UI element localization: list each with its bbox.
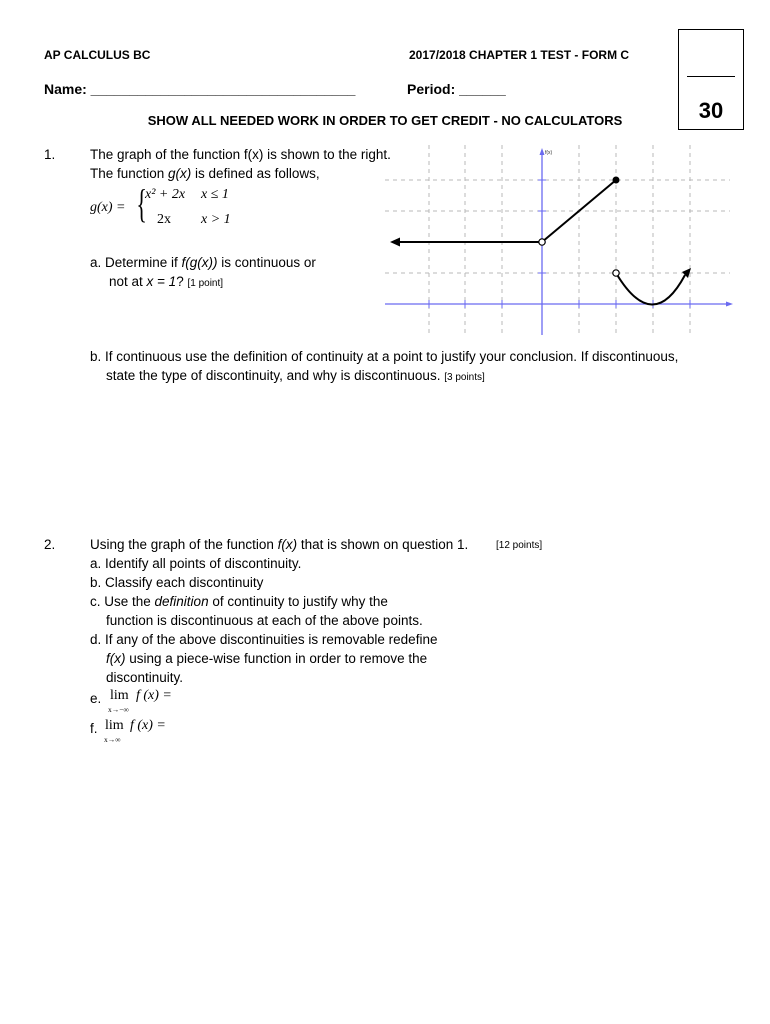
q2-intro: Using the graph of the function f(x) that is shown on question 1. [90,537,469,552]
graph-gridlines [385,145,730,335]
piecewise-case2-expr: 2x [157,212,171,227]
q2-part-e-sub: x→−∞ [108,705,129,714]
q2-part-e-expr: f (x) = [136,688,172,703]
name-field[interactable]: Name: __________________________________ [44,81,356,97]
piecewise-case1-cond: x ≤ 1 [201,187,229,202]
q2-parts: a. Identify all points of discontinuity. b. Classify each discontinuity c. Use the definition of continuity to justify why the function is discontinuous at each of the above points. d. If any of the above discontinuities is removable redefine f(x) using a piece-wise function in order to remove the discontinuity. [90,556,438,685]
q1-intro [90,145,391,183]
q2-part-f-label: f. [90,721,98,736]
q2-part-c-cont: function is discontinuous at each of the above points. [106,613,423,628]
instructions: SHOW ALL NEEDED WORK IN ORDER TO GET CREDIT - NO CALCULATORS [147,113,623,128]
graph-fx-label: f(x) [545,150,553,156]
q2-part-f-lim: lim [105,718,124,733]
q2-part-f-sub: x→∞ [104,735,121,744]
q2-part-a: a. Identify all points of discontinuity. [90,556,302,571]
x-axis-arrow [726,302,733,307]
q1-part-b-points: [3 points] [444,372,485,383]
q1-line1: The graph of the function f(x) is shown to the right. [90,147,391,162]
q2-part-d: d. If any of the above discontinuities is removable redefine [90,632,438,647]
open-circle-origin [539,239,545,245]
q1-number: 1. [44,147,56,162]
score-blank[interactable] [687,76,735,77]
y-axis-arrow [540,148,545,155]
test-title: 2017/2018 CHAPTER 1 TEST - FORM C [409,48,630,62]
q2-part-c: c. Use the definition of continuity to justify why the [90,594,388,609]
q2-part-e-label: e. [90,691,102,706]
q2-part-f-expr: f (x) = [130,718,166,733]
parabola-curve [616,273,685,305]
piecewise-case2-cond: x > 1 [201,212,231,227]
q2-points: [12 points] [496,540,543,551]
q1-part-a: a. Determine if f(g(x)) is continuous or not at x = 1? [1 point] [90,255,316,289]
q1-part-a-points: [1 point] [187,278,224,289]
q1-part-b: b. If continuous use the definition of continuity at a point to justify your conclusion. If discontinuous, state the type of discontinuity, and why is discontinuous. [3 points] [90,349,679,383]
course-title: AP CALCULUS BC [44,48,151,62]
piecewise-lhs: g(x) = [90,200,126,215]
piecewise-case1-expr: x² + 2x [145,187,186,202]
piecewise-brace: { [136,181,147,226]
q2-part-b: b. Classify each discontinuity [90,575,264,590]
period-field[interactable]: Period: ______ [407,81,506,97]
function-graph [385,145,735,337]
q2-number: 2. [44,537,56,552]
score-total: 30 [698,98,724,123]
q1-line2: The function g(x) is defined as follows, [90,166,320,181]
open-circle-parabola [613,270,619,276]
left-ray-arrow [390,238,400,247]
closed-circle-endpoint [613,177,620,184]
q2-part-e-lim: lim [110,688,129,703]
